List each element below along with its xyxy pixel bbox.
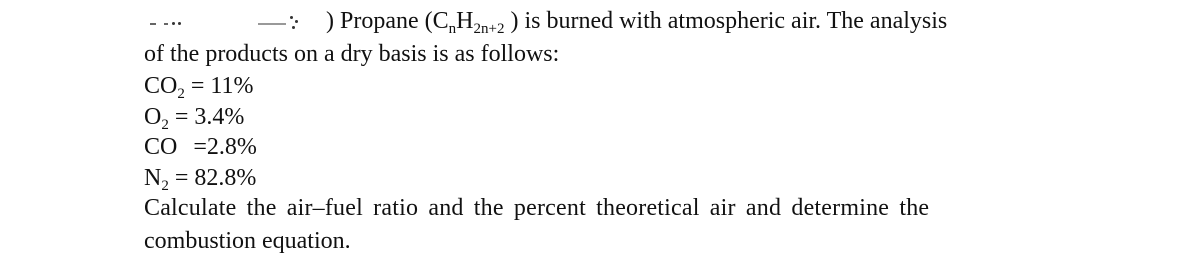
species: CO [144,73,178,99]
clipped-mark [172,22,175,25]
species: O [144,104,162,130]
clipped-mark [164,23,168,25]
product-o2 [144,102,244,132]
clipped-mark [150,23,156,25]
clipped-mark [178,22,181,25]
product-n2 [144,163,256,193]
heading-prefix: ) Propane (C [326,8,449,34]
question-line-2: combustion equation. [144,228,351,254]
clipped-question-number [146,12,316,32]
species-value: =2.8% [187,134,257,160]
clipped-mark [292,26,295,29]
species-subscript: 2 [161,117,169,133]
question-line-1: Calculate the air–fuel ratio and the percent theoretical air and determine the [144,195,930,221]
species-value: = 11% [184,73,254,99]
product-co [144,132,257,162]
heading-mid: H [456,8,474,34]
clipped-mark [258,23,286,25]
clipped-mark [290,16,293,19]
species-value: = 3.4% [168,104,245,130]
species: CO [144,134,178,160]
product-co2 [144,71,253,101]
species-value: = 82.8% [168,165,257,191]
heading-subscript-n: n [448,21,457,37]
clipped-mark [295,20,298,23]
intro-text: of the products on a dry basis is as follows: [144,41,560,67]
species-subscript: 2 [161,178,169,194]
heading-subscript-2n2: 2n+2 [473,21,505,37]
heading-suffix: ) is burned with atmospheric air. The analysis [504,8,948,34]
species: N [144,165,162,191]
problem-statement-heading [326,6,947,36]
species-subscript: 2 [177,86,185,102]
